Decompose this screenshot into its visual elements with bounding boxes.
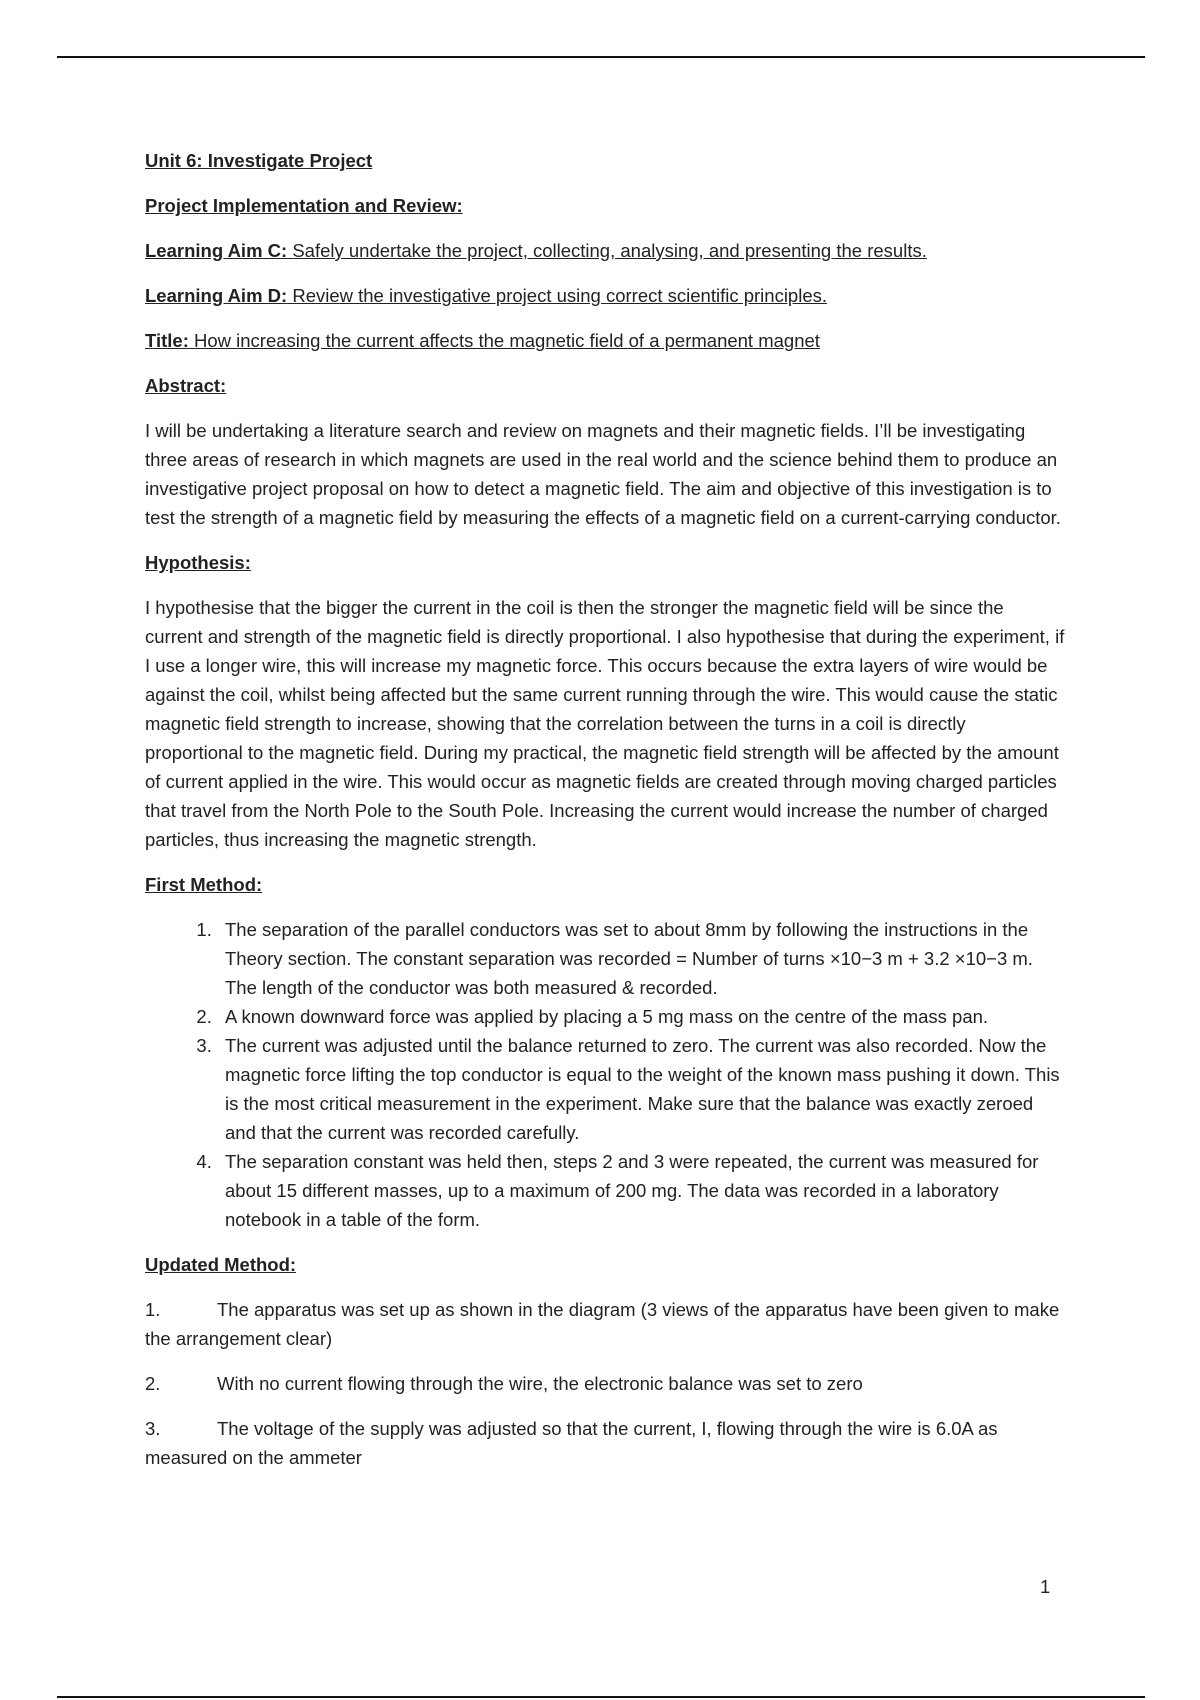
- abstract-heading: Abstract:: [145, 375, 227, 396]
- header-rule: [57, 56, 1145, 58]
- learning-aim-c-label: Learning Aim C:: [145, 240, 288, 261]
- project-title: [145, 326, 1065, 355]
- updated-method-step-3-number: 3.: [145, 1418, 161, 1439]
- first-method-list: [145, 915, 1065, 1234]
- updated-method-step-1: [145, 1295, 1065, 1353]
- first-method-step-2: 2. A known downward force was applied by placing a 5 mg mass on the centre of the mass pan.: [217, 1002, 1065, 1031]
- hypothesis-heading: Hypothesis:: [145, 552, 251, 573]
- first-method-step-4: 4. The separation constant was held then, steps 2 and 3 were repeated, the current was measured for about 15 different masses, up to a maximum of 200 mg. The data was recorded in a laboratory notebook in a table of the form.: [217, 1147, 1065, 1234]
- learning-aim-d: [145, 281, 1065, 310]
- footer-rule: [57, 1696, 1145, 1698]
- first-method-step-1: 1. The separation of the parallel conductors was set to about 8mm by following the instructions in the Theory section. The constant separation was recorded = Number of turns ×10−3 m + 3.2 ×10−3 m. The length of the conductor was both measured & recorded.: [217, 915, 1065, 1002]
- hypothesis-body: I hypothesise that the bigger the current in the coil is then the stronger the magnetic field will be since the current and strength of the magnetic field is directly proportional. I also hypothesise that during the experiment, if I use a longer wire, this will increase my magnetic force. This occurs because the extra layers of wire would be against the coil, whilst being affected but the same current running through the wire. This would cause the static magnetic field strength to increase, showing that the correlation between the turns in a coil is directly proportional to the magnetic field. During my practical, the magnetic field strength will be affected by the amount of current applied in the wire. This would occur as magnetic fields are created through moving charged particles that travel from the North Pole to the South Pole. Increasing the current would increase the number of charged particles, thus increasing the magnetic strength.: [145, 597, 1065, 850]
- project-title-text: How increasing the current affects the magnetic field of a permanent magnet: [194, 330, 820, 351]
- learning-aim-d-text: Review the investigative project using correct scientific principles.: [292, 285, 828, 306]
- updated-method-step-3-text: The voltage of the supply was adjusted so that the current, I, flowing through the wire is 6.0A as measured on the ammeter: [145, 1418, 998, 1468]
- updated-method-step-2-number: 2.: [145, 1373, 161, 1394]
- updated-method-step-1-number: 1.: [145, 1299, 161, 1320]
- updated-method-step-1-text: The apparatus was set up as shown in the diagram (3 views of the apparatus have been given to make the arrangement clear): [145, 1299, 1060, 1349]
- first-method-step-3: 3. The current was adjusted until the balance returned to zero. The current was also recorded. Now the magnetic force lifting the top conductor is equal to the weight of the known mass pushing it down. This is the most critical measurement in the experiment. Make sure that the balance was exactly zeroed and that the current was recorded carefully.: [217, 1031, 1065, 1147]
- first-method-heading: First Method:: [145, 874, 263, 895]
- section-title: Project Implementation and Review:: [145, 195, 463, 216]
- unit-title: Unit 6: Investigate Project: [145, 150, 373, 171]
- learning-aim-c: [145, 236, 1065, 265]
- updated-method-heading: Updated Method:: [145, 1254, 297, 1275]
- updated-method-step-2: [145, 1369, 1065, 1398]
- learning-aim-d-label: Learning Aim D:: [145, 285, 288, 306]
- document-page: [145, 146, 1065, 1488]
- updated-method-step-2-text: With no current flowing through the wire, the electronic balance was set to zero: [217, 1373, 863, 1394]
- project-title-label: Title:: [145, 330, 189, 351]
- learning-aim-c-text: Safely undertake the project, collecting, analysing, and presenting the results.: [292, 240, 927, 261]
- updated-method-step-3: [145, 1414, 1065, 1472]
- abstract-body: I will be undertaking a literature search and review on magnets and their magnetic fields. I’ll be investigating three areas of research in which magnets are used in the real world and the science behind them to produce an investigative project proposal on how to detect a magnetic field. The aim and objective of this investigation is to test the strength of a magnetic field by measuring the effects of a magnetic field on a current-carrying conductor.: [145, 420, 1061, 528]
- page-number: 1: [1040, 1576, 1051, 1597]
